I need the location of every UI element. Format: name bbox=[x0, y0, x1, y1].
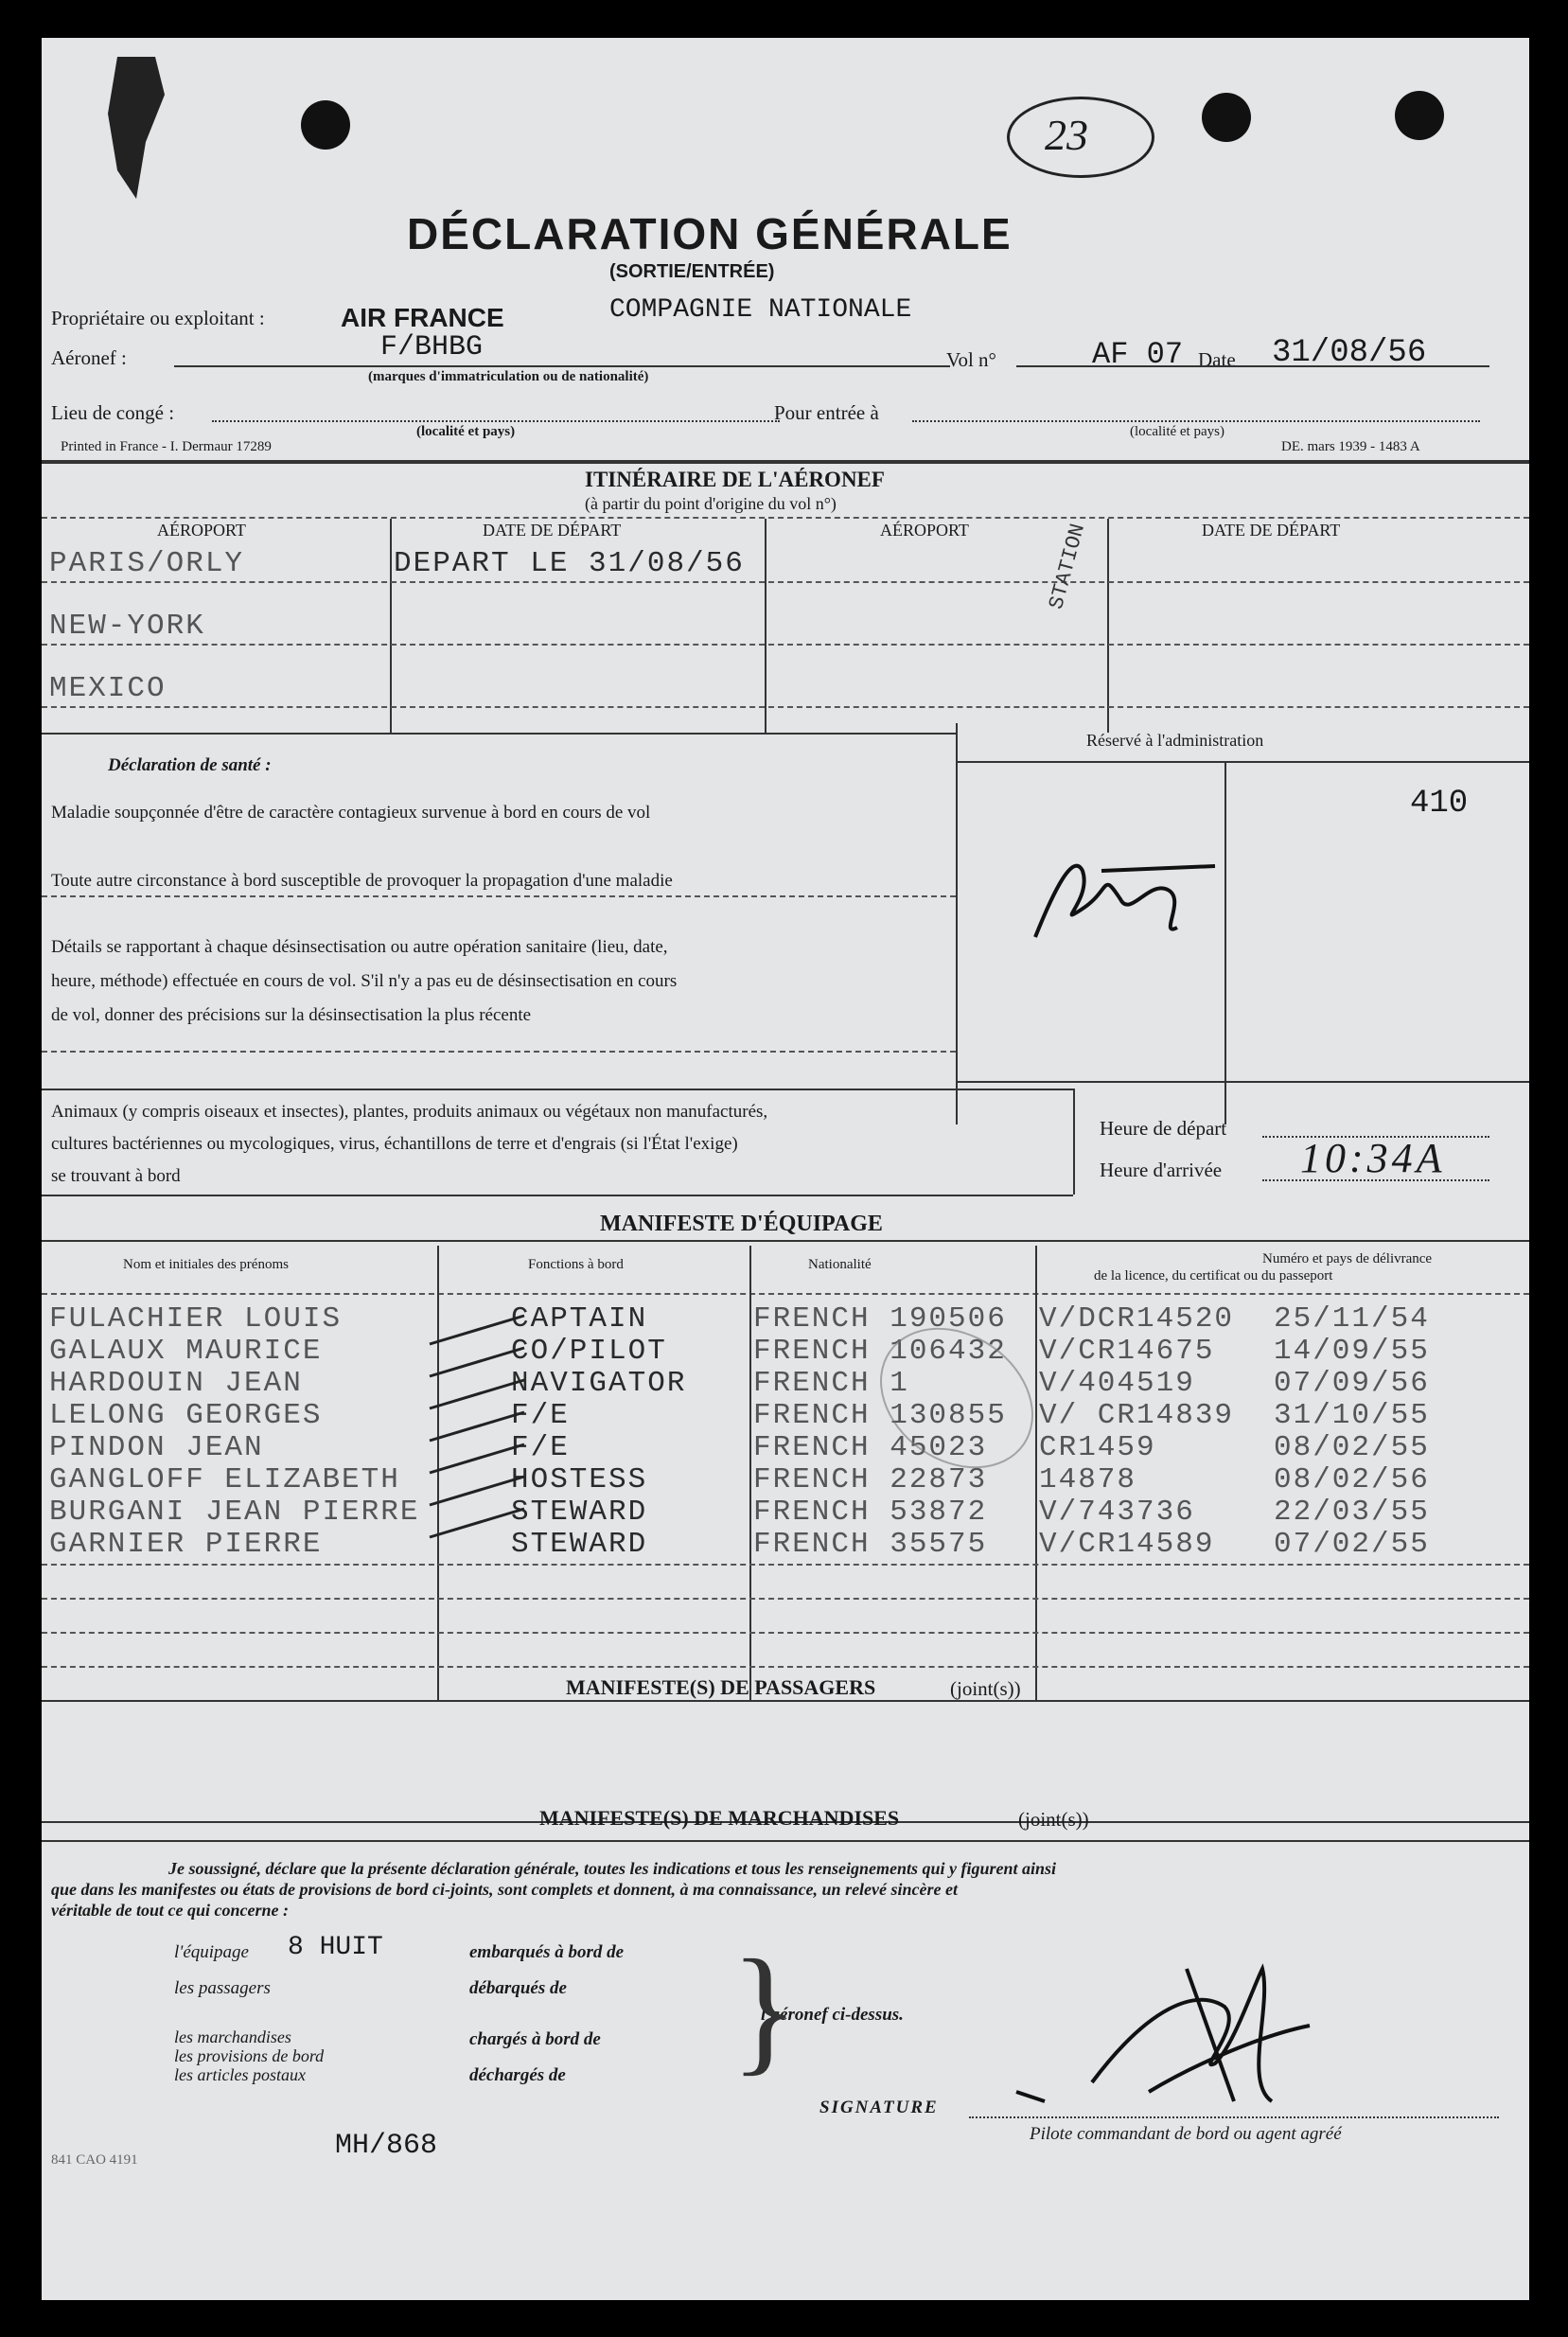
passengers-title: MANIFESTE(S) DE PASSAGERS bbox=[566, 1675, 876, 1699]
crew-header-name: Nom et initiales des prénoms bbox=[123, 1257, 289, 1272]
crew-nationality: FRENCH 106432 bbox=[753, 1335, 1007, 1368]
signer-caption: Pilote commandant de bord ou agent agréé bbox=[1030, 2124, 1342, 2144]
animals-top-line bbox=[42, 1089, 1073, 1090]
crew-nationality: FRENCH 45023 bbox=[753, 1431, 988, 1464]
health-line-4b: cultures bactériennes ou mycologiques, virus, échantillons de terre et d'engrais (si l'État l'exige) bbox=[51, 1134, 738, 1154]
itin-airport-1: PARIS/ORLY bbox=[49, 547, 245, 580]
admin-top-line bbox=[956, 761, 1529, 763]
owner-value: AIR FRANCE bbox=[341, 303, 504, 332]
crew-role: F/E bbox=[511, 1431, 570, 1464]
reference-number: MH/868 bbox=[335, 2130, 438, 2162]
place-caption-entry: (localité et pays) bbox=[1130, 424, 1224, 439]
itin-airport-2: NEW-YORK bbox=[49, 610, 205, 643]
crew-name: GALAUX MAURICE bbox=[49, 1335, 323, 1368]
crew-header-role: Fonctions à bord bbox=[528, 1257, 624, 1272]
crew-license-date: 07/02/55 bbox=[1274, 1528, 1430, 1561]
crew-name: FULACHIER LOUIS bbox=[49, 1302, 343, 1336]
form-reference: DE. mars 1939 - 1483 A bbox=[1281, 439, 1420, 454]
crew-role: STEWARD bbox=[511, 1528, 648, 1561]
itin-header-airport-1: AÉROPORT bbox=[157, 521, 246, 540]
flight-underline bbox=[1016, 365, 1489, 367]
crew-role: STEWARD bbox=[511, 1496, 648, 1529]
health-line-2: Toute autre circonstance à bord susceptible de provoquer la propagation d'une maladie bbox=[51, 871, 673, 891]
entry-label: Pour entrée à bbox=[774, 401, 879, 424]
captain-signature bbox=[1007, 1950, 1319, 2130]
arrival-time-line bbox=[1262, 1179, 1489, 1181]
cert-line-1: Je soussigné, déclare que la présente déclaration générale, toutes les indications et tous les renseignements qui y figurent ainsi bbox=[168, 1859, 1057, 1878]
signature-label: SIGNATURE bbox=[819, 2098, 939, 2117]
crew-name: BURGANI JEAN PIERRE bbox=[49, 1496, 420, 1529]
crew-name: GANGLOFF ELIZABETH bbox=[49, 1463, 400, 1496]
cargo-bottom-line bbox=[42, 1840, 1529, 1842]
crew-license: V/DCR14520 bbox=[1039, 1302, 1235, 1336]
crew-role: NAVIGATOR bbox=[511, 1367, 687, 1400]
crew-nationality: FRENCH 35575 bbox=[753, 1528, 988, 1561]
flight-value: AF 07 bbox=[1092, 337, 1184, 372]
aircraft-caption: (marques d'immatriculation ou de nationalité) bbox=[368, 369, 649, 384]
health-title: Déclaration de santé : bbox=[108, 755, 272, 775]
cert-brace: } bbox=[731, 1931, 799, 2088]
crew-name: PINDON JEAN bbox=[49, 1431, 264, 1464]
crew-license-date: 25/11/54 bbox=[1274, 1302, 1430, 1336]
crew-name: LELONG GEORGES bbox=[49, 1399, 323, 1432]
crew-license-date: 31/10/55 bbox=[1274, 1399, 1430, 1432]
admin-label: Réservé à l'administration bbox=[1086, 731, 1264, 750]
clearance-label: Lieu de congé : bbox=[51, 401, 175, 424]
itin-row-line-2 bbox=[42, 644, 1529, 646]
itin-row-line-3 bbox=[42, 706, 1529, 708]
crew-rule-2 bbox=[42, 1598, 1529, 1600]
arrival-time-label: Heure d'arrivée bbox=[1100, 1159, 1223, 1181]
cert-crew-label: l'équipage bbox=[174, 1942, 249, 1962]
admin-signature bbox=[1016, 833, 1224, 956]
crew-license: V/ CR14839 bbox=[1039, 1399, 1235, 1432]
form-subtitle: (SORTIE/ENTRÉE) bbox=[609, 261, 775, 282]
admin-number: 410 bbox=[1410, 786, 1469, 822]
torn-edge-mark bbox=[98, 57, 174, 208]
crew-rule-4 bbox=[42, 1666, 1529, 1668]
signature-line bbox=[969, 2116, 1499, 2118]
itin-airport-3: MEXICO bbox=[49, 672, 167, 705]
itin-col-divider-3 bbox=[1107, 519, 1109, 733]
crew-header-license-1: Numéro et pays de délivrance bbox=[1262, 1251, 1433, 1266]
crew-license-date: 07/09/56 bbox=[1274, 1367, 1430, 1400]
cert-passengers-label: les passagers bbox=[174, 1978, 271, 1998]
cert-crew-value: 8 HUIT bbox=[288, 1933, 383, 1962]
crew-header-license-2: de la licence, du certificat ou du passeport bbox=[1094, 1268, 1333, 1284]
passengers-joint: (joint(s)) bbox=[950, 1677, 1021, 1700]
itin-header-date-2: DATE DE DÉPART bbox=[1202, 521, 1341, 540]
cert-unloaded: déchargés de bbox=[469, 2065, 566, 2085]
punch-hole-left bbox=[301, 100, 350, 150]
health-line-3-rule bbox=[42, 1051, 956, 1053]
crew-license: V/CR14675 bbox=[1039, 1335, 1215, 1368]
crew-license: V/CR14589 bbox=[1039, 1528, 1215, 1561]
cert-loaded: chargés à bord de bbox=[469, 2029, 601, 2049]
cert-line-3: véritable de tout ce qui concerne : bbox=[51, 1901, 289, 1920]
aircraft-underline bbox=[174, 365, 950, 367]
crew-nationality: FRENCH 130855 bbox=[753, 1399, 1007, 1432]
crew-license-date: 08/02/56 bbox=[1274, 1463, 1430, 1496]
passengers-top-line bbox=[42, 1700, 1529, 1702]
crew-license: 14878 bbox=[1039, 1463, 1137, 1496]
itin-row-line-1 bbox=[42, 581, 1529, 583]
crew-nationality: FRENCH 53872 bbox=[753, 1496, 988, 1529]
crew-rule-3 bbox=[42, 1632, 1529, 1634]
admin-divider bbox=[1224, 761, 1226, 1124]
crew-rule-1 bbox=[42, 1564, 1529, 1566]
departure-time-label: Heure de départ bbox=[1100, 1117, 1227, 1140]
crew-license-date: 14/09/55 bbox=[1274, 1335, 1430, 1368]
admin-bottom-line bbox=[956, 1081, 1529, 1083]
form-title: DÉCLARATION GÉNÉRALE bbox=[407, 209, 1013, 258]
animals-right-border bbox=[1073, 1089, 1075, 1195]
crew-nationality: FRENCH 22873 bbox=[753, 1463, 988, 1496]
crew-check-marks bbox=[420, 1297, 553, 1571]
itin-header-date-1: DATE DE DÉPART bbox=[483, 521, 622, 540]
itinerary-subtitle: (à partir du point d'origine du vol n°) bbox=[585, 494, 837, 513]
date-label: Date bbox=[1198, 348, 1236, 371]
entry-line bbox=[912, 420, 1480, 422]
crew-name: GARNIER PIERRE bbox=[49, 1528, 323, 1561]
footer-code: 841 CAO 4191 bbox=[51, 2152, 138, 2168]
health-line-3c: de vol, donner des précisions sur la désinsectisation la plus récente bbox=[51, 1005, 532, 1025]
cert-embark: embarqués à bord de bbox=[469, 1942, 625, 1962]
declaration-form bbox=[42, 38, 1529, 2300]
health-right-border bbox=[956, 723, 958, 1124]
place-caption-clearance: (localité et pays) bbox=[416, 424, 516, 439]
health-line-4a: Animaux (y compris oiseaux et insectes), plantes, produits animaux ou végétaux non manufacturés, bbox=[51, 1102, 768, 1122]
aircraft-label: Aéronef : bbox=[51, 346, 127, 369]
arrival-time-value: 10:34A bbox=[1300, 1135, 1446, 1181]
punch-hole-right bbox=[1202, 93, 1251, 142]
health-top-line bbox=[42, 733, 956, 735]
health-line-2-rule bbox=[42, 895, 956, 897]
crew-role: CO/PILOT bbox=[511, 1335, 667, 1368]
itin-col-divider-2 bbox=[765, 519, 766, 733]
health-line-4c: se trouvant à bord bbox=[51, 1166, 181, 1186]
crew-license: V/404519 bbox=[1039, 1367, 1195, 1400]
cargo-joint: (joint(s)) bbox=[1018, 1808, 1089, 1831]
crew-role: F/E bbox=[511, 1399, 570, 1432]
crew-nationality: FRENCH 1 bbox=[753, 1367, 909, 1400]
crew-header-line bbox=[42, 1293, 1529, 1295]
cargo-title: MANIFESTE(S) DE MARCHANDISES bbox=[539, 1806, 900, 1830]
crew-nationality: FRENCH 190506 bbox=[753, 1302, 1007, 1336]
itin-col-divider-1 bbox=[390, 519, 392, 733]
crew-license: V/743736 bbox=[1039, 1496, 1195, 1529]
cert-aircraft-ref: l'aéronef ci-dessus. bbox=[761, 2005, 904, 2025]
page-number: 23 bbox=[1045, 111, 1088, 159]
cert-line-2: que dans les manifestes ou états de provisions de bord ci-joints, sont complets et donnent, à ma connaissance, un relevé sincère et bbox=[51, 1880, 959, 1899]
itinerary-header-line bbox=[42, 517, 1529, 519]
aircraft-value: F/BHBG bbox=[380, 331, 484, 363]
crew-license-date: 22/03/55 bbox=[1274, 1496, 1430, 1529]
header-divider bbox=[42, 460, 1529, 464]
crew-title: MANIFESTE D'ÉQUIPAGE bbox=[600, 1212, 883, 1236]
health-line-3a: Détails se rapportant à chaque désinsectisation ou autre opération sanitaire (lieu, date, bbox=[51, 937, 668, 957]
crew-license-date: 08/02/55 bbox=[1274, 1431, 1430, 1464]
itin-header-airport-2: AÉROPORT bbox=[880, 521, 969, 540]
health-line-3b: heure, méthode) effectuée en cours de vol. S'il n'y a pas eu de désinsectisation en cours bbox=[51, 971, 678, 991]
cert-goods-label: les marchandises bbox=[174, 2027, 291, 2046]
crew-license: CR1459 bbox=[1039, 1431, 1156, 1464]
crew-name: HARDOUIN JEAN bbox=[49, 1367, 303, 1400]
printer-note: Printed in France - I. Dermaur 17289 bbox=[61, 439, 272, 454]
crew-role: HOSTESS bbox=[511, 1463, 648, 1496]
station-stamp: STATION bbox=[1045, 521, 1091, 612]
crew-role: CAPTAIN bbox=[511, 1302, 648, 1336]
clearance-line bbox=[212, 420, 780, 422]
itin-departure: DEPART LE 31/08/56 bbox=[394, 547, 745, 580]
flight-label: Vol n° bbox=[946, 348, 996, 371]
date-value: 31/08/56 bbox=[1272, 335, 1427, 371]
health-line-1: Maladie soupçonnée d'être de caractère contagieux survenue à bord en cours de vol bbox=[51, 803, 651, 823]
cert-provisions-label: les provisions de bord bbox=[174, 2046, 325, 2065]
punch-hole-far-right bbox=[1395, 91, 1444, 140]
itinerary-title: ITINÉRAIRE DE L'AÉRONEF bbox=[585, 468, 885, 491]
cert-postal-label: les articles postaux bbox=[174, 2065, 306, 2084]
animals-bottom-line bbox=[42, 1195, 1073, 1196]
cert-disembark: débarqués de bbox=[469, 1978, 567, 1998]
owner-label: Propriétaire ou exploitant : bbox=[51, 307, 265, 329]
owner-value-typed: COMPAGNIE NATIONALE bbox=[609, 295, 912, 325]
crew-header-nationality: Nationalité bbox=[808, 1257, 872, 1272]
crew-top-line bbox=[42, 1240, 1529, 1242]
